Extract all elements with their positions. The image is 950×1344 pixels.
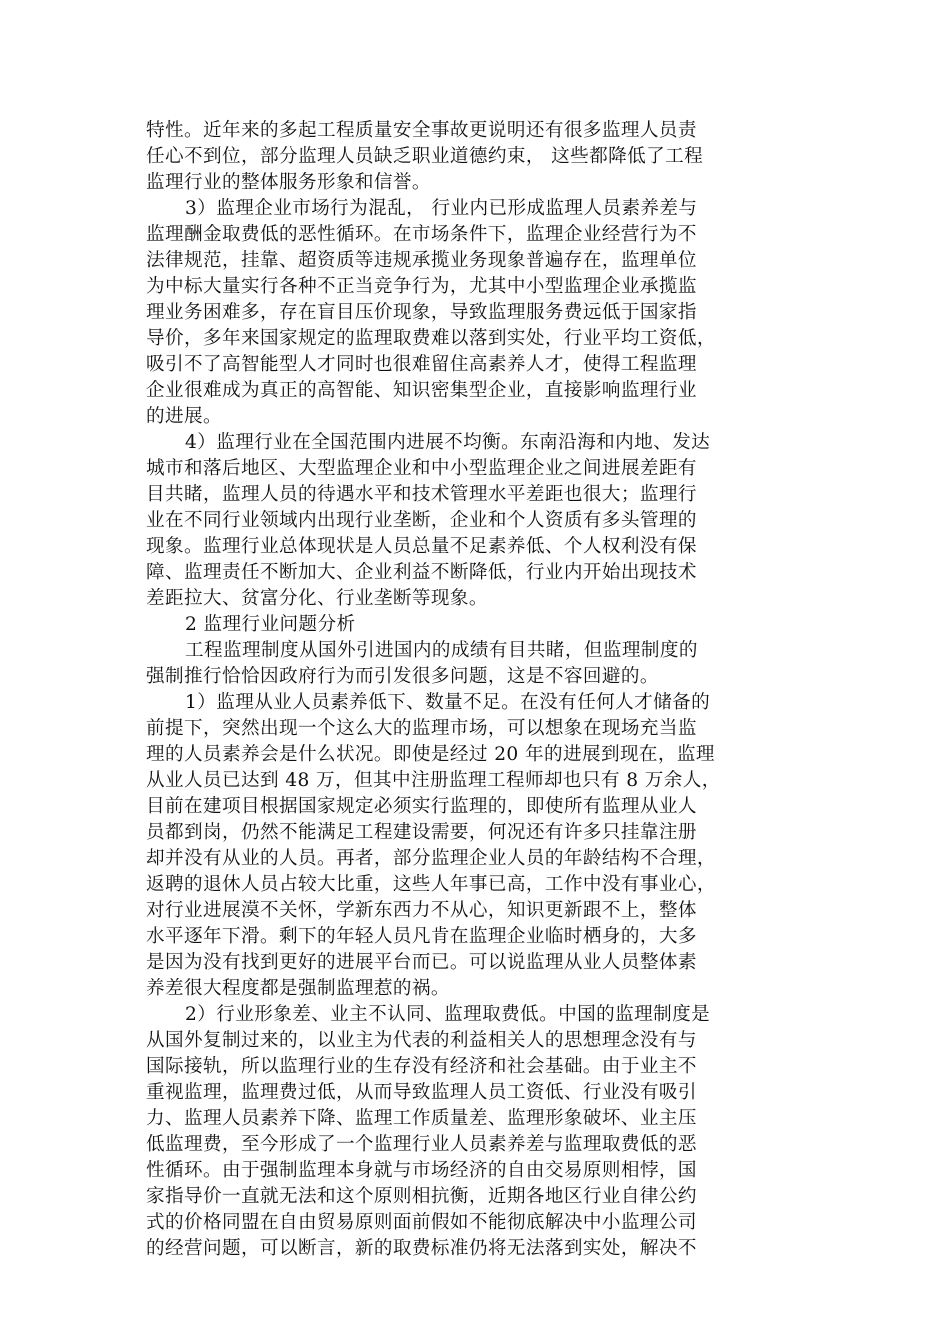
text-line: 前提下，突然出现一个这么大的监理市场，可以想象在现场充当监 — [146, 718, 697, 739]
text-line: 强制推行恰恰因政府行为而引发很多问题，这是不容回避的。 — [146, 666, 659, 687]
text-line: 任心不到位，部分监理人员缺乏职业道德约束， 这些都降低了工程 — [146, 146, 704, 167]
text-line: 养差很大程度都是强制监理惹的祸。 — [146, 978, 450, 999]
text-line: 现象。监理行业总体现状是人员总量不足素养低、个人权利没有保 — [146, 536, 697, 557]
text-line: 1）监理从业人员素养低下、数量不足。在没有任何人才储备的 — [185, 692, 711, 713]
text-line: 返聘的退休人员占较大比重，这些人年事已高，工作中没有事业心， — [146, 874, 716, 895]
text-line: 低监理费，至今形成了一个监理行业人员素养差与监理取费低的恶 — [146, 1134, 697, 1155]
text-line: 监理行业的整体服务形象和信誉。 — [146, 172, 431, 193]
text-line: 理业务困难多，存在盲目压价现象，导致监理服务费远低于国家指 — [146, 302, 697, 323]
text-line: 水平逐年下滑。剩下的年轻人员凡肯在监理企业临时栖身的，大多 — [146, 926, 697, 947]
text-line: 却并没有从业的人员。再者，部分监理企业人员的年龄结构不合理， — [146, 848, 716, 869]
text-line: 目共睹，监理人员的待遇水平和技术管理水平差距也很大；监理行 — [146, 484, 697, 505]
text-line: 差距拉大、贫富分化、行业垄断等现象。 — [146, 588, 488, 609]
text-line: 式的价格同盟在自由贸易原则面前假如不能彻底解决中小监理公司 — [146, 1212, 697, 1233]
text-line: 法律规范，挂靠、超资质等违规承揽业务现象普遍存在，监理单位 — [146, 250, 697, 271]
text-line: 城市和落后地区、大型监理企业和中小型监理企业之间进展差距有 — [146, 458, 697, 479]
text-line: 从国外复制过来的，以业主为代表的利益相关人的思想理念没有与 — [146, 1030, 697, 1051]
text-line: 3）监理企业市场行为混乱， 行业内已形成监理人员素养差与 — [185, 198, 698, 219]
text-line: 监理酬金取费低的恶性循环。在市场条件下，监理企业经营行为不 — [146, 224, 697, 245]
text-line: 4）监理行业在全国范围内进展不均衡。东南沿海和内地、发达 — [185, 432, 711, 453]
text-line: 吸引不了高智能型人才同时也很难留住高素养人才，使得工程监理 — [146, 354, 697, 375]
text-line: 企业很难成为真正的高智能、知识密集型企业，直接影响监理行业 — [146, 380, 697, 401]
document-body-text — [146, 118, 804, 1262]
text-line: 对行业进展漠不关怀，学新东西力不从心，知识更新跟不上，整体 — [146, 900, 697, 921]
text-line: 特性。近年来的多起工程质量安全事故更说明还有很多监理人员责 — [146, 120, 697, 141]
text-line: 的经营问题，可以断言，新的取费标准仍将无法落到实处，解决不 — [146, 1238, 697, 1259]
text-line: 家指导价一直就无法和这个原则相抗衡，近期各地区行业自律公约 — [146, 1186, 697, 1207]
text-line: 目前在建项目根据国家规定必须实行监理的，即使所有监理从业人 — [146, 796, 697, 817]
text-line: 理的人员素养会是什么状况。即使是经过 20 年的进展到现在，监理 — [146, 744, 715, 765]
text-line: 业在不同行业领域内出现行业垄断，企业和个人资质有多头管理的 — [146, 510, 697, 531]
text-line: 重视监理，监理费过低，从而导致监理人员工资低、行业没有吸引 — [146, 1082, 697, 1103]
text-line: 为中标大量实行各种不正当竞争行为，尤其中小型监理企业承揽监 — [146, 276, 697, 297]
text-line: 国际接轨，所以监理行业的生存没有经济和社会基础。由于业主不 — [146, 1056, 697, 1077]
text-line: 力、监理人员素养下降、监理工作质量差、监理形象破坏、业主压 — [146, 1108, 697, 1129]
text-line: 2）行业形象差、业主不认同、监理取费低。中国的监理制度是 — [185, 1004, 711, 1025]
text-line: 员都到岗，仍然不能满足工程建设需要，何况还有许多只挂靠注册 — [146, 822, 697, 843]
text-line: 是因为没有找到更好的进展平台而已。可以说监理从业人员整体素 — [146, 952, 697, 973]
text-line: 导价，多年来国家规定的监理取费难以落到实处，行业平均工资低， — [146, 328, 716, 349]
text-line: 从业人员已达到 48 万，但其中注册监理工程师却也只有 8 万余人， — [146, 770, 721, 791]
text-line: 工程监理制度从国外引进国内的成绩有目共睹，但监理制度的 — [185, 640, 698, 661]
text-line: 障、监理责任不断加大、企业利益不断降低，行业内开始出现技术 — [146, 562, 697, 583]
text-line: 性循环。由于强制监理本身就与市场经济的自由交易原则相悖，国 — [146, 1160, 697, 1181]
text-line: 的进展。 — [146, 406, 222, 427]
text-line: 2 监理行业问题分析 — [185, 614, 356, 635]
